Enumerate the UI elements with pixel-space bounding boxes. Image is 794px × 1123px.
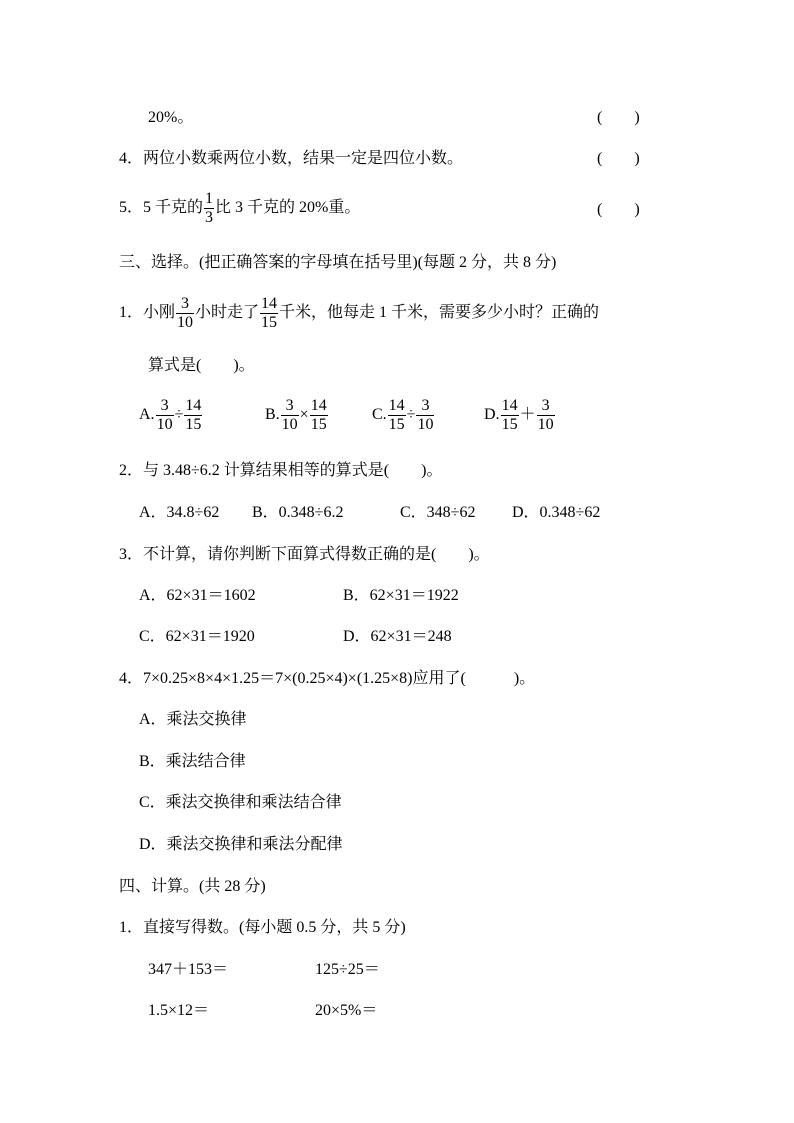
answer-paren[interactable]: ( ) <box>597 109 640 126</box>
denominator: 10 <box>156 416 173 433</box>
option-label: D. <box>484 406 500 424</box>
judge-question-4: 4．两位小数乘两位小数，结果一定是四位小数。 <box>119 150 464 167</box>
option-a[interactable] <box>139 397 203 434</box>
denominator: 15 <box>261 314 278 331</box>
denominator: 3 <box>205 209 214 226</box>
answer-paren[interactable]: ( ) <box>597 150 640 167</box>
fraction <box>281 397 299 434</box>
operator: ＋ <box>519 406 536 424</box>
calc-item[interactable]: 1.5×12＝ <box>148 1002 210 1019</box>
denominator: 15 <box>388 416 405 433</box>
question-text: 小时走了 <box>195 304 260 322</box>
choice-question-4: 4．7×0.25×8×4×1.25＝7×(0.25×4)×(1.25×8)应用了( )。 <box>119 670 536 687</box>
fraction <box>388 397 406 434</box>
choice-question-1 <box>119 295 599 332</box>
operator: ÷ <box>406 406 416 424</box>
fraction <box>204 190 214 227</box>
question-text: 千米，他每走 1 千米，需要多少小时？正确的 <box>279 304 600 322</box>
fraction <box>184 397 202 434</box>
denominator: 10 <box>417 416 434 433</box>
numerator: 3 <box>537 397 555 416</box>
option-a[interactable]: A．34.8÷62 <box>139 504 220 521</box>
denominator: 10 <box>537 416 554 433</box>
option-label: C. <box>372 406 387 424</box>
calc-item[interactable]: 20×5%＝ <box>315 1002 378 1019</box>
calc-item[interactable]: 347＋153＝ <box>148 961 229 978</box>
option-d[interactable]: D．62×31＝248 <box>343 628 452 645</box>
denominator: 15 <box>501 416 518 433</box>
fraction <box>501 397 519 434</box>
calc-question-1: 1．直接写得数。(每小题 0.5 分，共 5 分) <box>119 919 406 936</box>
fraction <box>537 397 555 434</box>
numerator: 14 <box>310 397 327 414</box>
choice-question-1-line2: 算式是( )。 <box>148 357 255 374</box>
choice-question-3: 3．不计算，请你判断下面算式得数正确的是( )。 <box>119 546 490 563</box>
option-c[interactable]: C．62×31＝1920 <box>139 628 255 645</box>
numerator: 1 <box>205 190 214 207</box>
denominator: 15 <box>185 416 202 433</box>
option-a[interactable]: A．62×31＝1602 <box>139 587 256 604</box>
denominator: 10 <box>281 416 298 433</box>
option-a[interactable]: A．乘法交换律 <box>139 711 247 728</box>
option-c[interactable]: C．348÷62 <box>400 504 476 521</box>
judge-continuation: 20%。 <box>148 109 194 126</box>
numerator: 3 <box>156 397 174 416</box>
option-c[interactable] <box>372 397 435 434</box>
denominator: 15 <box>310 416 327 433</box>
option-d[interactable]: D．乘法交换律和乘法分配律 <box>139 836 343 853</box>
numerator: 14 <box>501 397 518 414</box>
fraction <box>156 397 174 434</box>
option-label: B. <box>265 406 280 424</box>
option-label: A. <box>139 406 155 424</box>
fraction <box>176 295 194 332</box>
numerator: 3 <box>176 295 194 314</box>
numerator: 3 <box>416 397 434 416</box>
section-title: 三、选择。(把正确答案的字母填在括号里)(每题 2 分，共 8 分) <box>119 254 557 271</box>
denominator: 10 <box>177 314 194 331</box>
numerator: 14 <box>185 397 202 414</box>
calc-item[interactable]: 125÷25＝ <box>315 961 380 978</box>
choice-question-2: 2．与 3.48÷6.2 计算结果相等的算式是( )。 <box>119 462 443 479</box>
numerator: 3 <box>281 397 299 416</box>
option-b[interactable]: B．0.348÷6.2 <box>252 504 344 521</box>
fraction <box>260 295 278 332</box>
option-b[interactable]: B．乘法结合律 <box>139 753 246 770</box>
fraction <box>310 397 328 434</box>
question-text: 1．小刚 <box>119 304 176 322</box>
option-d[interactable]: D．0.348÷62 <box>512 504 601 521</box>
option-b[interactable] <box>265 397 329 434</box>
answer-paren[interactable]: ( ) <box>597 201 640 218</box>
fraction <box>416 397 434 434</box>
option-c[interactable]: C．乘法交换律和乘法结合律 <box>139 794 342 811</box>
question-text: 比 3 千克的 20%重。 <box>215 199 361 217</box>
judge-question-5 <box>119 190 360 227</box>
operator: × <box>299 406 309 424</box>
numerator: 14 <box>261 295 278 312</box>
question-text: 5．5 千克的 <box>119 199 204 217</box>
option-b[interactable]: B．62×31＝1922 <box>343 587 459 604</box>
section-title: 四、计算。(共 28 分) <box>119 878 266 895</box>
option-d[interactable] <box>484 397 556 434</box>
numerator: 14 <box>388 397 405 414</box>
operator: ÷ <box>174 406 184 424</box>
